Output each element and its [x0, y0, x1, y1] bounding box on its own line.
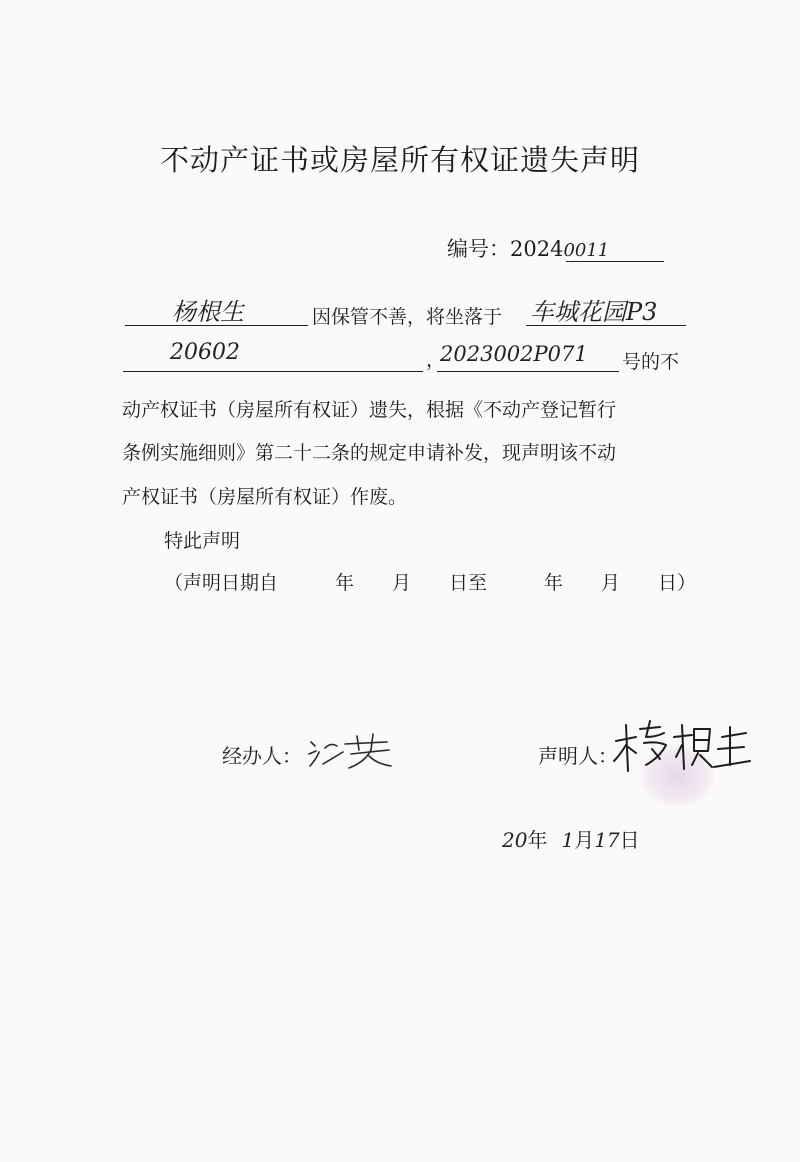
handler-signature — [305, 728, 395, 773]
address-underline-1 — [526, 325, 686, 326]
date-month: 1 — [561, 828, 575, 852]
address-handwritten-2: 20602 — [170, 340, 240, 365]
date-month-label: 月 — [574, 828, 595, 852]
special-declaration: 特此声明 — [164, 530, 241, 552]
comma: ， — [426, 349, 446, 371]
address-underline-2 — [123, 371, 423, 372]
serial-printed: 2024 — [510, 237, 564, 261]
serial-number — [447, 233, 609, 263]
owner-name-handwritten: 杨根生 — [172, 298, 244, 326]
page-title: 不动产证书或房屋所有权证遗失声明 — [159, 143, 640, 177]
serial-handwritten: 0011 — [563, 240, 610, 261]
declarant-signature — [610, 715, 755, 780]
owner-name-underline — [125, 325, 308, 326]
declaration-date-range: （声明日期自 年 月 日至 年 月 日） — [164, 572, 697, 594]
serial-label: 编号： — [447, 237, 510, 261]
certificate-number-handwritten: 2023002P071 — [440, 342, 588, 366]
serial-underline — [566, 261, 664, 262]
paragraph-line-4: 条例实施细则》第二十二条的规定申请补发，现声明该不动 — [122, 442, 617, 464]
paragraph-line-3: 动产权证书（房屋所有权证）遗失，根据《不动产登记暂行 — [122, 399, 617, 421]
address-handwritten-1: 车城花园P3 — [530, 298, 658, 326]
date-year: 20 — [502, 828, 528, 852]
sign-date — [502, 824, 640, 853]
paragraph-line-5: 产权证书（房屋所有权证）作废。 — [122, 486, 408, 508]
date-year-label: 年 — [527, 828, 548, 852]
text-after-owner: 因保管不善，将坐落于 — [312, 306, 503, 328]
certificate-number-underline — [437, 371, 619, 372]
text-after-certificate: 号的不 — [622, 351, 680, 373]
declarant-label: 声明人： — [538, 744, 618, 768]
date-day: 17 — [594, 828, 620, 852]
date-day-label: 日 — [619, 828, 640, 852]
handler-label: 经办人： — [222, 744, 302, 768]
